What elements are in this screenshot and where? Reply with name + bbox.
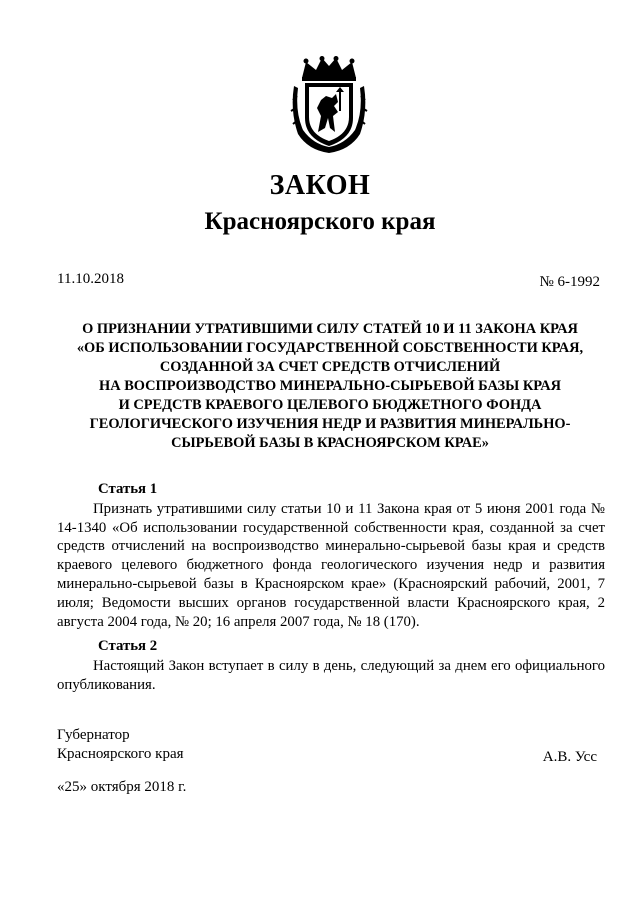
law-number: № 6-1992 (539, 274, 600, 290)
signer-title (57, 726, 184, 764)
article-text: Настоящий Закон вступает в силу в день, следующий за днем его официального опубликования. (57, 657, 605, 693)
coat-of-arms-icon (288, 56, 370, 156)
law-title-line: «ОБ ИСПОЛЬЗОВАНИИ ГОСУДАРСТВЕННОЙ СОБСТВЕННОСТИ КРАЯ, (76, 340, 584, 356)
law-title-line: СОЗДАННОЙ ЗА СЧЕТ СРЕДСТВ ОТЧИСЛЕНИЙ (159, 359, 501, 375)
law-type-heading: ЗАКОН (269, 170, 371, 201)
article-text: Признать утратившими силу статьи 10 и 11 Закона края от 5 июня 2001 года № 14-1340 «Об использовании государственной собственности края, созданной за счет средств отчислений на воспроизводство минерально-сырьевой базы края и средств краевого целевого бюджетного фонда геологического изучения недр и развития минерально-сырьевой базы в Красноярском крае» (Красноярский рабочий, 2001, 7 июля; Ведомости высших органов государственной власти Красноярского края, 2 августа 2004 года, № 20; 16 апреля 2007 года, № 18 (170). (57, 500, 605, 630)
law-title-line: ГЕОЛОГИЧЕСКОГО ИЗУЧЕНИЯ НЕДР И РАЗВИТИЯ МИНЕРАЛЬНО- (89, 416, 571, 432)
law-date: 11.10.2018 (57, 271, 124, 287)
signature-date: «25» октября 2018 г. (57, 779, 187, 795)
law-title (30, 320, 630, 453)
signer-region: Красноярского края (57, 746, 184, 762)
article-heading: Статья 2 (98, 638, 158, 654)
law-title-line: И СРЕДСТВ КРАЕВОГО ЦЕЛЕВОГО БЮДЖЕТНОГО ФОНДА (118, 397, 542, 413)
law-title-line: О ПРИЗНАНИИ УТРАТИВШИМИ СИЛУ СТАТЕЙ 10 И 11 ЗАКОНА КРАЯ (82, 321, 578, 337)
law-title-line: НА ВОСПРОИЗВОДСТВО МИНЕРАЛЬНО-СЫРЬЕВОЙ БАЗЫ КРАЯ (99, 378, 561, 394)
law-title-line: СЫРЬЕВОЙ БАЗЫ В КРАСНОЯРСКОМ КРАЕ» (171, 435, 489, 451)
law-region-heading: Красноярского края (204, 208, 436, 235)
signer-name: А.В. Усс (542, 749, 597, 765)
article-heading: Статья 1 (98, 481, 158, 497)
signer-position: Губернатор (57, 727, 130, 743)
article-1 (57, 480, 605, 631)
article-2 (57, 637, 605, 694)
